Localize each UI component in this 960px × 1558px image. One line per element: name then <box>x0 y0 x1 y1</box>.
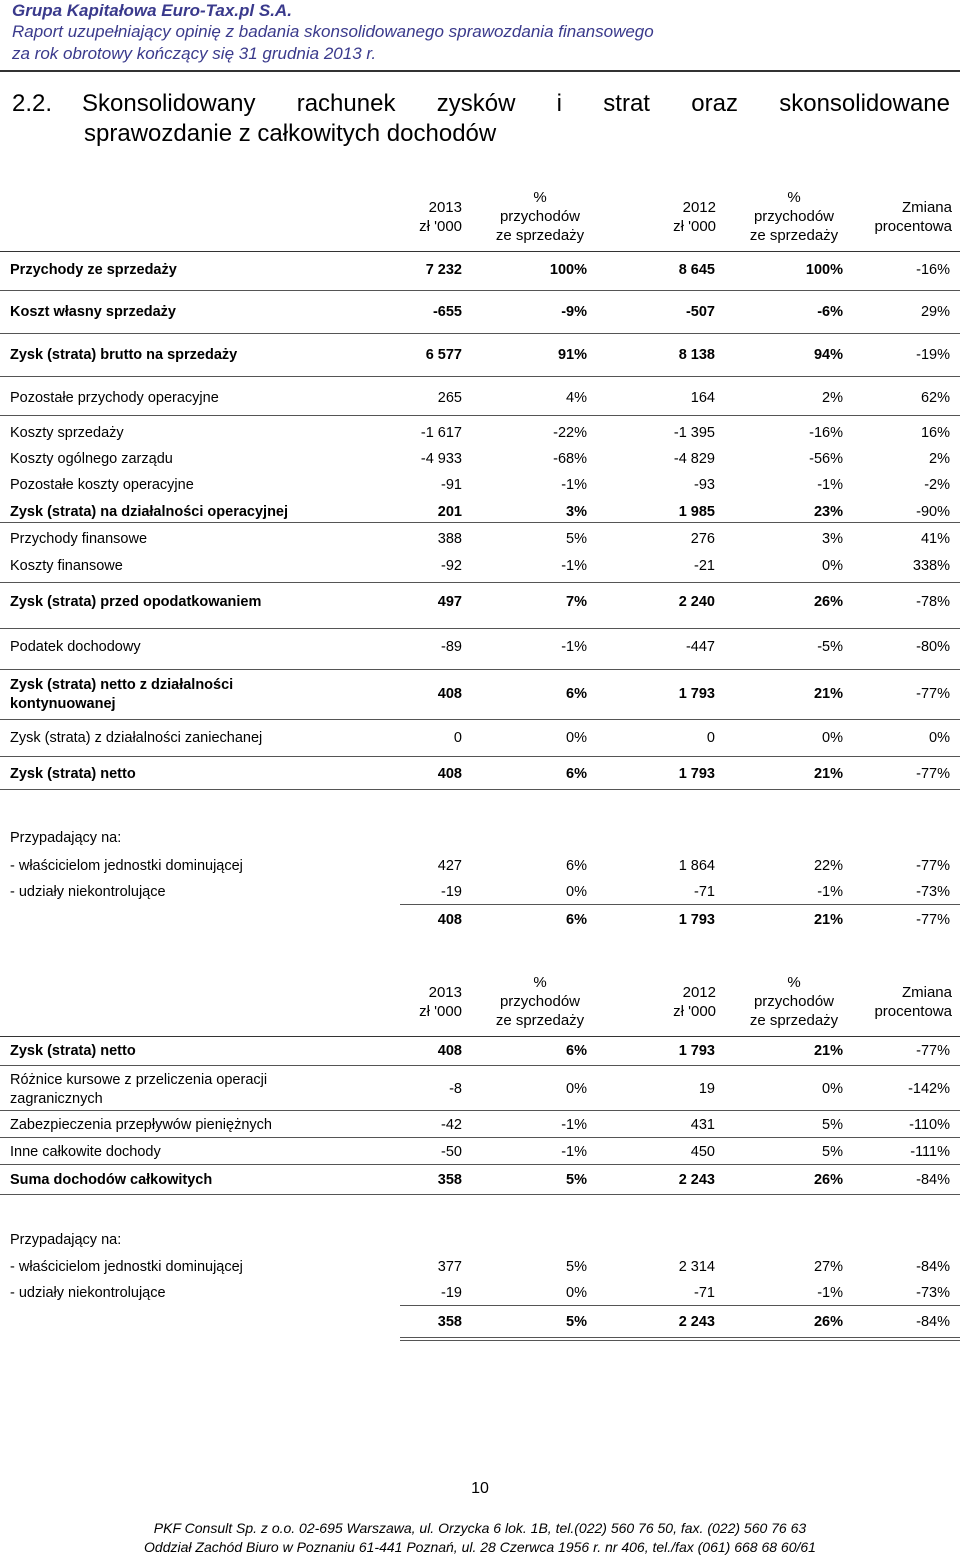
footer-line2: Oddział Zachód Biuro w Poznaniu 61-441 Poznań, ul. 28 Czerwca 1956 r. nr 406, tel./fax (061) 668 68 60/61 <box>144 1539 816 1555</box>
cell-p2013: 5% <box>566 531 587 547</box>
cell-v2013: -1 617 <box>420 425 462 441</box>
total-rule <box>400 1340 960 1341</box>
row-divider <box>0 333 960 334</box>
col-header-pct-2012-b: % przychodów ze sprzedaży <box>749 974 839 1029</box>
row-label: Zysk (strata) na działalności operacyjnej <box>10 504 289 520</box>
cell-chg: -2% <box>924 477 950 493</box>
row-label: Pozostałe koszty operacyjne <box>10 477 194 493</box>
cell-v2012: 276 <box>690 531 715 547</box>
cell-p2013: 5% <box>566 1259 587 1275</box>
header-divider <box>0 70 960 72</box>
row-label: Zysk (strata) netto <box>10 1043 136 1059</box>
row-divider <box>0 669 960 670</box>
total-rule <box>400 1337 960 1338</box>
cell-p2012: 0% <box>822 558 843 574</box>
cell-v2013: -89 <box>441 639 462 655</box>
cell-v2013: 201 <box>437 504 462 520</box>
cell-v2012: -4 829 <box>673 451 715 467</box>
col-header-2013: 2013 zł '000 <box>419 199 462 235</box>
cell-p2012: 21% <box>813 766 843 782</box>
row-divider <box>0 1194 960 1195</box>
cell-v2012: -21 <box>694 558 715 574</box>
cell-v2013: -42 <box>441 1117 462 1133</box>
cell-p2012: 26% <box>813 594 843 610</box>
header-rule <box>0 251 960 252</box>
row-label: Koszt własny sprzedaży <box>10 304 176 320</box>
cell-chg: -110% <box>909 1117 950 1133</box>
row-label: Zabezpieczenia przepływów pieniężnych <box>10 1117 272 1133</box>
cell-chg: -16% <box>916 262 950 278</box>
cell-v2013: 0 <box>453 730 462 746</box>
row-divider <box>0 628 960 629</box>
cell-chg: 2% <box>929 451 950 467</box>
cell-p2012: 22% <box>813 858 843 874</box>
cell-p2013: 0% <box>566 1081 587 1097</box>
cell-v2012: -93 <box>694 477 715 493</box>
cell-chg: 41% <box>920 531 950 547</box>
row-label: Zysk (strata) brutto na sprzedaży <box>10 347 238 363</box>
section-title-line2: sprawozdanie z całkowitych dochodów <box>84 120 497 147</box>
cell-chg: -142% <box>908 1081 950 1097</box>
cell-v2012: 1 793 <box>678 686 715 702</box>
row-label: Koszty finansowe <box>10 558 123 574</box>
cell-v2012: 2 240 <box>678 594 715 610</box>
cell-p2013: -1% <box>561 477 587 493</box>
cell-v2013: 497 <box>437 594 462 610</box>
cell-p2013: 6% <box>566 1043 587 1059</box>
subtotal-rule <box>400 1305 960 1306</box>
cell-p2013: -1% <box>561 558 587 574</box>
report-subtitle: Raport uzupełniający opinię z badania skonsolidowanego sprawozdania finansowego <box>12 22 654 41</box>
report-header <box>12 0 654 65</box>
row-divider <box>0 1110 960 1111</box>
cell-chg: -111% <box>910 1144 950 1160</box>
cell-chg: -78% <box>916 594 950 610</box>
cell-chg: -84% <box>916 1172 950 1188</box>
cell-v2012: 1 864 <box>678 858 715 874</box>
cell-v2012: -507 <box>685 304 715 320</box>
col-header-change: Zmiana procentowa <box>874 199 952 235</box>
cell-v2013: 358 <box>437 1172 462 1188</box>
cell-p2013: -1% <box>561 1117 587 1133</box>
cell-v2013: -8 <box>449 1081 462 1097</box>
cell-v2012: 2 243 <box>678 1172 715 1188</box>
cell-p2012: -1% <box>817 1285 843 1301</box>
cell-p2012: 2% <box>822 390 843 406</box>
cell-p2012: 26% <box>813 1172 843 1188</box>
cell-v2013: 7 232 <box>425 262 462 278</box>
cell-v2012: 2 243 <box>678 1314 715 1330</box>
col-header-2012: 2012 zł '000 <box>673 199 716 235</box>
cell-v2012: 1 793 <box>678 766 715 782</box>
page-number: 10 <box>471 1480 489 1497</box>
subtotal-rule <box>400 904 960 905</box>
cell-p2012: 21% <box>813 686 843 702</box>
cell-v2013: -655 <box>432 304 462 320</box>
cell-p2012: 26% <box>813 1314 843 1330</box>
cell-chg: -90% <box>916 504 950 520</box>
cell-p2013: 0% <box>566 730 587 746</box>
col-header-pct-2012: % przychodów ze sprzedaży <box>749 189 839 244</box>
cell-p2013: -22% <box>553 425 587 441</box>
row-label: Przychody ze sprzedaży <box>10 262 177 278</box>
cell-v2013: -19 <box>441 884 462 900</box>
cell-p2013: 7% <box>566 594 587 610</box>
col-header-pct-2013: % przychodów ze sprzedaży <box>495 189 585 244</box>
row-label: Koszty sprzedaży <box>10 425 124 441</box>
cell-v2013: -50 <box>441 1144 462 1160</box>
section-title-line1: Skonsolidowany rachunek zysków i strat oraz skonsolidowane <box>82 90 950 117</box>
cell-p2013: 0% <box>566 1285 587 1301</box>
cell-chg: -84% <box>916 1314 950 1330</box>
cell-p2013: -9% <box>561 304 587 320</box>
cell-p2012: 100% <box>805 262 843 278</box>
section-number: 2.2. <box>12 90 53 117</box>
cell-chg: 29% <box>920 304 950 320</box>
cell-chg: -19% <box>916 347 950 363</box>
cell-v2013: 427 <box>437 858 462 874</box>
cell-p2013: 5% <box>566 1314 587 1330</box>
cell-p2012: -56% <box>809 451 843 467</box>
cell-v2012: -1 395 <box>673 425 715 441</box>
cell-chg: -77% <box>916 686 950 702</box>
cell-v2013: -4 933 <box>420 451 462 467</box>
col-header-2012-b: 2012 zł '000 <box>673 984 716 1020</box>
report-period: za rok obrotowy kończący się 31 grudnia 2013 r. <box>12 44 377 63</box>
cell-chg: 16% <box>920 425 950 441</box>
cell-v2013: -19 <box>441 1285 462 1301</box>
row-label: - udziały niekontrolujące <box>10 884 166 900</box>
row-label: - udziały niekontrolujące <box>10 1285 166 1301</box>
row-label: - właścicielom jednostki dominującej <box>10 858 243 874</box>
row-divider <box>0 1164 960 1165</box>
cell-p2013: -1% <box>561 1144 587 1160</box>
section-title <box>12 89 952 149</box>
cell-p2013: 6% <box>566 686 587 702</box>
cell-p2013: 6% <box>566 766 587 782</box>
cell-v2013: 408 <box>437 912 462 928</box>
cell-p2012: -5% <box>817 639 843 655</box>
cell-v2012: 0 <box>706 730 715 746</box>
cell-chg: 62% <box>920 390 950 406</box>
cell-chg: -77% <box>916 1043 950 1059</box>
cell-chg: -73% <box>916 884 950 900</box>
row-divider <box>0 290 960 291</box>
cell-p2013: 3% <box>566 504 587 520</box>
cell-chg: -73% <box>916 1285 950 1301</box>
cell-v2013: 377 <box>437 1259 462 1275</box>
cell-chg: -80% <box>916 639 950 655</box>
row-label: Suma dochodów całkowitych <box>10 1172 213 1188</box>
cell-v2012: 2 314 <box>678 1259 715 1275</box>
cell-v2012: 8 138 <box>678 347 715 363</box>
cell-v2013: -91 <box>441 477 462 493</box>
cell-p2012: -6% <box>817 304 843 320</box>
cell-v2013: 388 <box>437 531 462 547</box>
cell-chg: 0% <box>929 730 950 746</box>
row-divider <box>0 582 960 583</box>
cell-v2012: 164 <box>690 390 715 406</box>
cell-v2013: 6 577 <box>425 347 462 363</box>
cell-v2013: -92 <box>441 558 462 574</box>
cell-p2012: 0% <box>822 730 843 746</box>
cell-chg: -77% <box>916 912 950 928</box>
cell-p2012: -1% <box>817 477 843 493</box>
row-label: Pozostałe przychody operacyjne <box>10 390 219 406</box>
cell-v2012: -71 <box>694 884 715 900</box>
row-label: Przychody finansowe <box>10 531 148 547</box>
cell-p2012: 21% <box>813 1043 843 1059</box>
cell-p2012: 21% <box>813 912 843 928</box>
header-rule-b <box>0 1036 960 1037</box>
row-divider <box>0 1065 960 1066</box>
cell-p2012: 3% <box>822 531 843 547</box>
cell-v2012: 1 793 <box>678 912 715 928</box>
cell-p2012: 94% <box>813 347 843 363</box>
cell-p2013: 0% <box>566 884 587 900</box>
cell-v2013: 408 <box>437 766 462 782</box>
cell-p2013: 91% <box>557 347 587 363</box>
row-label: Zysk (strata) z działalności zaniechanej <box>10 730 263 746</box>
row-label: - właścicielom jednostki dominującej <box>10 1259 243 1275</box>
cell-chg: -77% <box>916 858 950 874</box>
row-label: Zysk (strata) przed opodatkowaniem <box>10 594 262 610</box>
col-header-change-b: Zmiana procentowa <box>874 984 952 1020</box>
col-header-2013-b: 2013 zł '000 <box>419 984 462 1020</box>
row-label: Koszty ogólnego zarządu <box>10 451 173 467</box>
cell-p2012: -16% <box>809 425 843 441</box>
cell-p2012: 27% <box>813 1259 843 1275</box>
cell-v2012: 431 <box>690 1117 715 1133</box>
cell-p2012: 23% <box>813 504 843 520</box>
cell-v2012: 8 645 <box>678 262 715 278</box>
cell-p2012: 0% <box>822 1081 843 1097</box>
row-divider <box>0 789 960 790</box>
cell-p2012: -1% <box>817 884 843 900</box>
row-label: Inne całkowite dochody <box>10 1144 161 1160</box>
row-divider <box>0 1137 960 1138</box>
cell-v2012: 19 <box>698 1081 715 1097</box>
cell-p2013: 100% <box>549 262 587 278</box>
row-divider <box>0 376 960 377</box>
row-divider <box>0 522 960 523</box>
cell-v2013: 408 <box>437 1043 462 1059</box>
row-divider <box>0 415 960 416</box>
cell-p2012: 5% <box>822 1144 843 1160</box>
cell-v2013: 358 <box>437 1314 462 1330</box>
cell-p2013: -1% <box>561 639 587 655</box>
cell-v2012: 1 793 <box>678 1043 715 1059</box>
row-label: Zysk (strata) netto z działalności kontynuowanej <box>10 677 234 712</box>
cell-p2013: 6% <box>566 858 587 874</box>
col-header-pct-2013-b: % przychodów ze sprzedaży <box>495 974 585 1029</box>
row-divider <box>0 756 960 757</box>
cell-p2012: 5% <box>822 1117 843 1133</box>
row-divider <box>0 719 960 720</box>
cell-v2012: -71 <box>694 1285 715 1301</box>
cell-p2013: 6% <box>566 912 587 928</box>
cell-chg: 338% <box>912 558 950 574</box>
footer-line1: PKF Consult Sp. z o.o. 02-695 Warszawa, ul. Orzycka 6 lok. 1B, tel.(022) 560 76 50, fax. (022) 560 76 63 <box>153 1520 807 1536</box>
cell-v2012: 1 985 <box>678 504 715 520</box>
cell-p2013: 4% <box>566 390 587 406</box>
cell-v2012: 450 <box>690 1144 715 1160</box>
company-name: Grupa Kapitałowa Euro-Tax.pl S.A. <box>12 1 292 20</box>
row-label: Zysk (strata) netto <box>10 766 136 782</box>
cell-v2013: 265 <box>437 390 462 406</box>
row-label: Podatek dochodowy <box>10 639 141 655</box>
cell-v2012: -447 <box>685 639 715 655</box>
cell-chg: -84% <box>916 1259 950 1275</box>
cell-chg: -77% <box>916 766 950 782</box>
row-label: Różnice kursowe z przeliczenia operacji zagranicznych <box>10 1072 268 1107</box>
cell-p2013: 5% <box>566 1172 587 1188</box>
cell-v2013: 408 <box>437 686 462 702</box>
cell-p2013: -68% <box>553 451 587 467</box>
